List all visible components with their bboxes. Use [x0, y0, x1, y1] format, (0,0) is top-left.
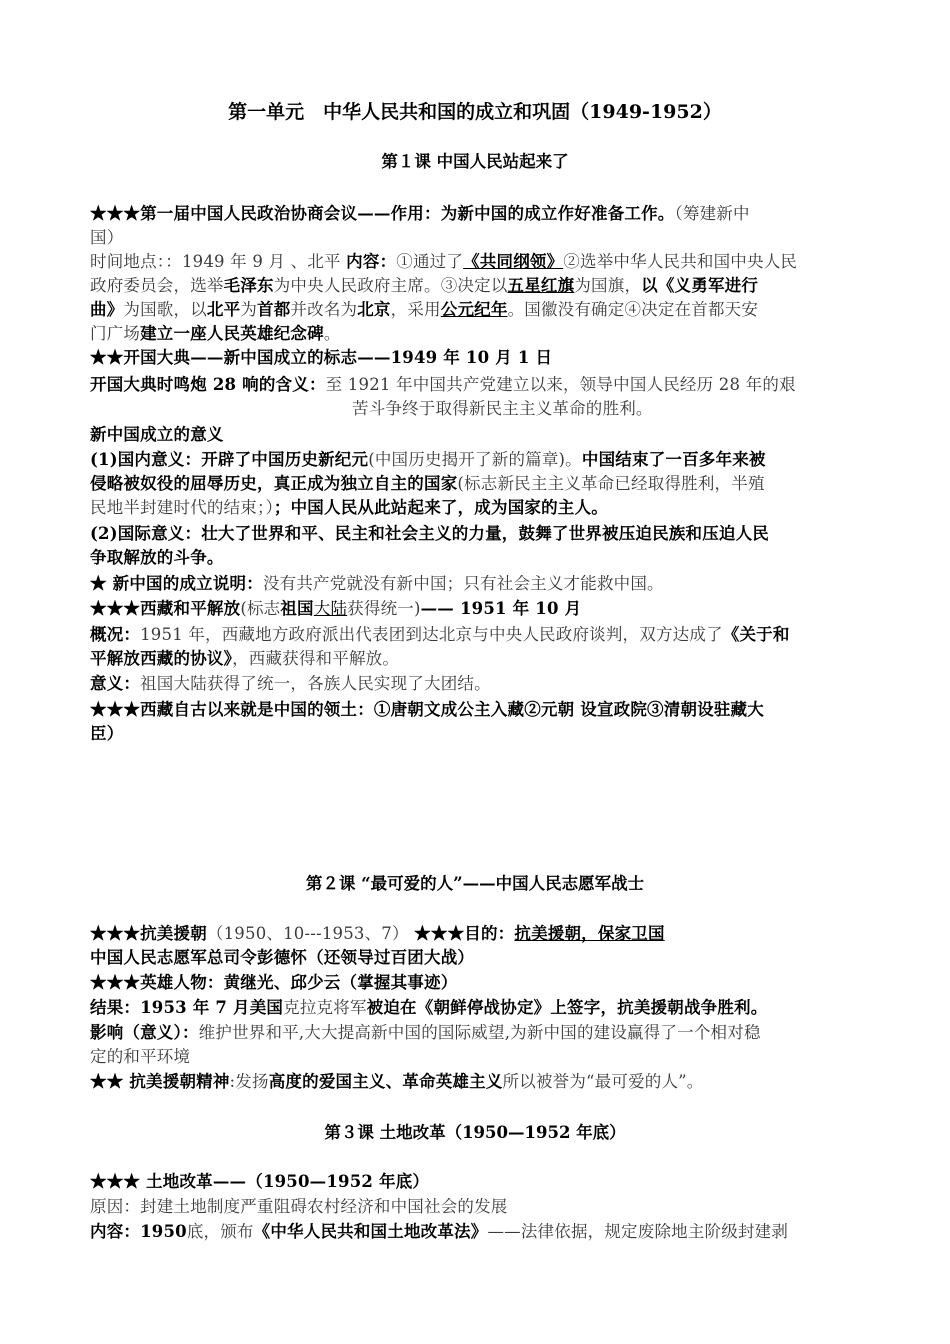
- text: 1951 年，西藏地方政府派出代表团到达北京与中央人民政府谈判，双方达成了: [140, 625, 723, 644]
- text-bold: 毛泽东: [223, 276, 274, 295]
- paragraph: [90, 298, 860, 322]
- text: ，采用: [390, 300, 441, 319]
- paragraph: ★★★英雄人物：黄继光、邱少云（掌握其事迹）: [90, 973, 458, 992]
- text-bold: ★★★西藏和平解放: [90, 599, 241, 618]
- text: (中国历史揭开了新的篇章)。: [368, 450, 582, 469]
- paragraph: [90, 472, 860, 496]
- paragraph: [90, 597, 860, 621]
- text-bold: 侵略被奴役的屈辱历史，真正成为独立自主的国家: [90, 474, 458, 493]
- lesson-3-heading: 第３课 土地改革（1950—1952 年底）: [324, 1123, 626, 1142]
- text-underlined: 公元纪年: [440, 300, 508, 319]
- paragraph: 定的和平环境: [90, 1047, 191, 1066]
- text: ①通过了: [396, 252, 464, 271]
- text: 获得统一): [347, 599, 421, 618]
- text: 。: [323, 324, 341, 343]
- text-bold: 建立一座人民英雄纪念碑: [140, 324, 324, 343]
- text-bold: 《中华人民共和国土地改革法》: [253, 1222, 488, 1241]
- text: 并改名为: [290, 300, 358, 319]
- text: 为: [240, 300, 258, 319]
- paragraph: [90, 274, 860, 298]
- text-bold: ★ 新中国的成立说明：: [90, 574, 263, 593]
- text: 维护世界和平,大大提高新中国的国际威望,为新中国的建设赢得了一个相对稳: [198, 1023, 761, 1042]
- text: （1950、10---1953、7）: [206, 924, 409, 943]
- text-underlined: 五星红旗: [507, 276, 575, 295]
- paragraph: [90, 922, 860, 946]
- text-bold: ★★★抗美援朝: [90, 924, 207, 943]
- paragraph: [90, 623, 860, 647]
- text: 底，颁布: [186, 1222, 254, 1241]
- paragraph: [90, 647, 860, 671]
- text-underlined: 《共同纲领》: [463, 252, 564, 271]
- text-bold: 祖国: [280, 599, 314, 618]
- text: 时间地点：：1949 年 9 月 、北平: [90, 252, 347, 271]
- text-bold: 意义：: [90, 674, 141, 693]
- text: 。国徽没有确定④决定在首都天安: [507, 300, 759, 319]
- text-bold: ；中国人民从此站起来了，成为国家的主人。: [273, 498, 608, 517]
- lesson-2-heading: 第２课 “最可爱的人”——中国人民志愿军战士: [305, 874, 645, 893]
- paragraph: ★★★ 土地改革——（1950—1952 年底）: [90, 1172, 430, 1191]
- text: 民地半封建时代的结束；）: [90, 498, 274, 517]
- text: ，西藏获得和平解放。: [232, 649, 400, 668]
- paragraph: [90, 1021, 860, 1045]
- paragraph: [90, 1220, 860, 1244]
- text-bold: 影响（意义）：: [90, 1023, 199, 1042]
- paragraph: [90, 322, 860, 346]
- text: 为中央人民政府主席。③决定以: [273, 276, 508, 295]
- paragraph: 苦斗争终于取得新民主主义革命的胜利。: [352, 399, 653, 418]
- text-bold: 曲》: [90, 300, 124, 319]
- text-underlined: 抗美援朝，保家卫国: [514, 924, 665, 943]
- paragraph: 争取解放的斗争。: [90, 548, 224, 567]
- text-bold: 北京: [357, 300, 391, 319]
- text-bold: ★★★第一届中国人民政治协商会议——作用：为新中国的成立作好准备工作。: [90, 204, 675, 223]
- paragraph: [90, 250, 860, 274]
- text-underlined: 大陆: [313, 599, 348, 618]
- text: (标志新民主主义革命已经取得胜利，半殖: [457, 474, 765, 493]
- text: 门广场: [90, 324, 141, 343]
- paragraph: [90, 1070, 860, 1094]
- text: ②选举中华人民共和国中央人民: [563, 252, 798, 271]
- text-bold: 以《义勇军进行: [641, 276, 759, 295]
- text-bold: 中国结束了一百多年来被: [581, 450, 766, 469]
- text: :发扬: [229, 1072, 269, 1091]
- text-bold: ★★★目的：: [414, 924, 515, 943]
- text-bold: ★★ 抗美援朝精神: [90, 1072, 230, 1091]
- paragraph: [90, 496, 860, 520]
- paragraph: 臣）: [90, 724, 124, 743]
- text-bold: (1)国内意义：开辟了中国历史新纪元: [90, 450, 369, 469]
- text: 政府委员会，选举: [90, 276, 224, 295]
- text: 为国歌，以: [123, 300, 207, 319]
- paragraph: ★★★西藏自古以来就是中国的领土：①唐朝文成公主入藏②元朝 设宣政院③清朝设驻藏大: [90, 700, 764, 719]
- text-bold: 高度的爱国主义、革命英雄主义: [268, 1072, 503, 1091]
- text-bold: 内容：1950: [90, 1222, 187, 1241]
- text-bold: 北平: [206, 300, 241, 319]
- text: 所以被誉为“最可爱的人”。: [502, 1072, 704, 1091]
- text: 没有共产党就没有新中国；只有社会主义才能救中国。: [262, 574, 664, 593]
- paragraph: [90, 572, 860, 596]
- text: 克拉克将军: [283, 998, 367, 1017]
- text-bold: 开国大典时鸣炮 28 响的含义：: [90, 375, 326, 394]
- paragraph: [90, 448, 860, 472]
- paragraph: 国）: [90, 228, 124, 247]
- text-bold: 首都: [257, 300, 291, 319]
- paragraph: 新中国成立的意义: [90, 425, 224, 444]
- lesson-1-heading: 第１课 中国人民站起来了: [381, 152, 569, 171]
- paragraph: (2)国际意义：壮大了世界和平、民主和社会主义的力量，鼓舞了世界被压迫民族和压迫人民: [90, 524, 769, 543]
- text: ——法律依据，规定废除地主阶级封建剥: [487, 1222, 789, 1241]
- text-bold: 概况：: [90, 625, 141, 644]
- unit-title: 第一单元 中华人民共和国的成立和巩固（1949-1952）: [228, 101, 722, 123]
- paragraph: ★★开国大典——新中国成立的标志——1949 年 10 月 1 日: [90, 348, 553, 367]
- paragraph: [90, 996, 860, 1020]
- text-bold: 结果：1953 年 7 月美国: [90, 998, 284, 1017]
- text: 至 1921 年中国共产党建立以来，领导中国人民经历 28 年的艰: [325, 375, 796, 394]
- paragraph: [90, 672, 860, 696]
- text-bold: 平解放西藏的协议》: [90, 649, 233, 668]
- paragraph: 原因：封建土地制度严重阻碍农村经济和中国社会的发展: [90, 1197, 508, 1216]
- text-bold: 《关于和: [722, 625, 790, 644]
- text-bold: —— 1951 年 10 月: [420, 599, 582, 618]
- paragraph: [90, 373, 860, 397]
- text: 为国旗，: [574, 276, 642, 295]
- text: (标志: [240, 599, 281, 618]
- text: （筹建新中: [674, 204, 750, 223]
- text-bold: 内容：: [346, 252, 397, 271]
- paragraph: [90, 202, 860, 226]
- text-bold: 被迫在《朝鲜停战协定》上签字，抗美援朝战争胜利。: [366, 998, 768, 1017]
- paragraph: 中国人民志愿军总司令彭德怀（还领导过百团大战）: [90, 948, 475, 967]
- text: 祖国大陆获得了统一，各族人民实现了大团结。: [140, 674, 491, 693]
